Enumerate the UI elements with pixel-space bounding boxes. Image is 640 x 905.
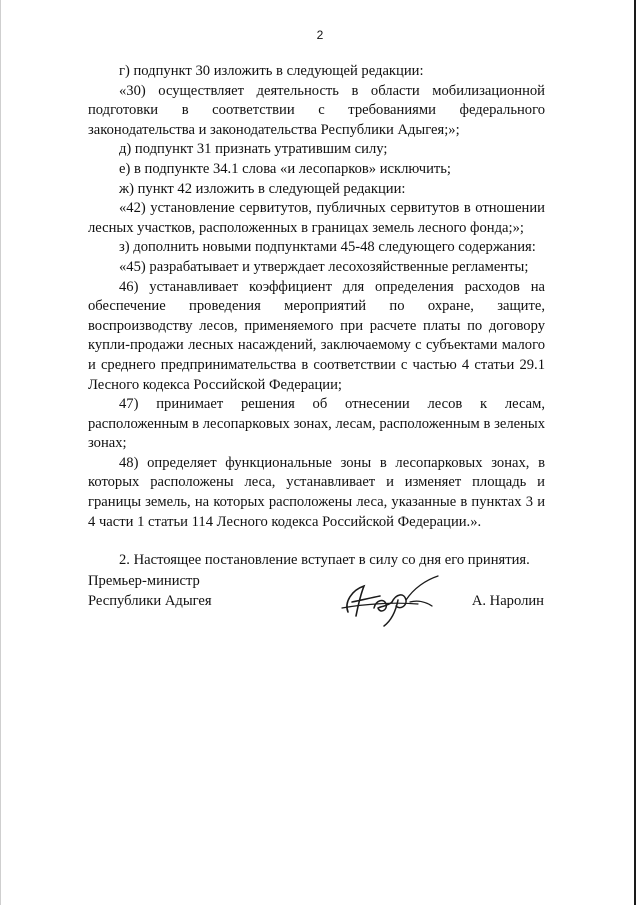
paragraph-47: 47) принимает решения об отнесении лесов к лесам, расположенным в лесопарковых зонах, лесам, расположенным в зеленых зонах; bbox=[88, 396, 545, 452]
signer-title-line-1: Премьер-министр bbox=[88, 573, 200, 589]
paragraph-d: д) подпункт 31 признать утратившим силу; bbox=[119, 141, 388, 158]
document-body bbox=[88, 62, 545, 571]
signer-name: А. Наролин bbox=[471, 593, 544, 609]
paragraph-effective-date: 2. Настоящее постановление вступает в силу со дня его принятия. bbox=[119, 552, 530, 569]
paragraph-g: г) подпункт 30 изложить в следующей редакции: bbox=[119, 63, 424, 79]
handwritten-signature bbox=[334, 572, 444, 628]
paragraph-46: 46) устанавливает коэффициент для определения расходов на обеспечение проведения мероприятий по охране, защите, воспроизводству лесов, применяемого при расчете платы по договору купли-продажи лесных насаждений, заключаемому с субъектами малого и среднего предпринимательства в соответствии с частью 4 статьи 29.1 Лесного кодекса Российской Федерации; bbox=[88, 278, 545, 393]
page-edge-left bbox=[0, 0, 1, 905]
paragraph-42: «42) установление сервитутов, публичных сервитутов в отношении лесных участков, расположенных в границах земель лесного фонда;»; bbox=[88, 200, 545, 236]
page-number: 2 bbox=[316, 28, 324, 42]
paragraph-zh: ж) пункт 42 изложить в следующей редакции: bbox=[119, 180, 406, 197]
page-edge-right bbox=[634, 0, 636, 905]
paragraph-48: 48) определяет функциональные зоны в лесопарковых зонах, в которых расположены леса, устанавливает и изменяет площадь и границы земель, на которых расположены леса, указанные в пунктах 3 и 4 части 1 статьи 114 Лесного кодекса Российской Федерации.». bbox=[88, 454, 545, 530]
paragraph-45: «45) разрабатывает и утверждает лесохозяйственные регламенты; bbox=[119, 258, 529, 275]
paragraph-e: е) в подпункте 34.1 слова «и лесопарков» исключить; bbox=[119, 160, 451, 177]
paragraph-30: «30) осуществляет деятельность в области мобилизационной подготовки в соответствии с требованиями федерального законодательства и законодательства Республики Адыгея;»; bbox=[88, 82, 545, 138]
signer-title bbox=[88, 572, 212, 611]
signer-title-line-2: Республики Адыгея bbox=[88, 592, 212, 609]
paragraph-z: з) дополнить новыми подпунктами 45-48 следующего содержания: bbox=[119, 239, 536, 256]
